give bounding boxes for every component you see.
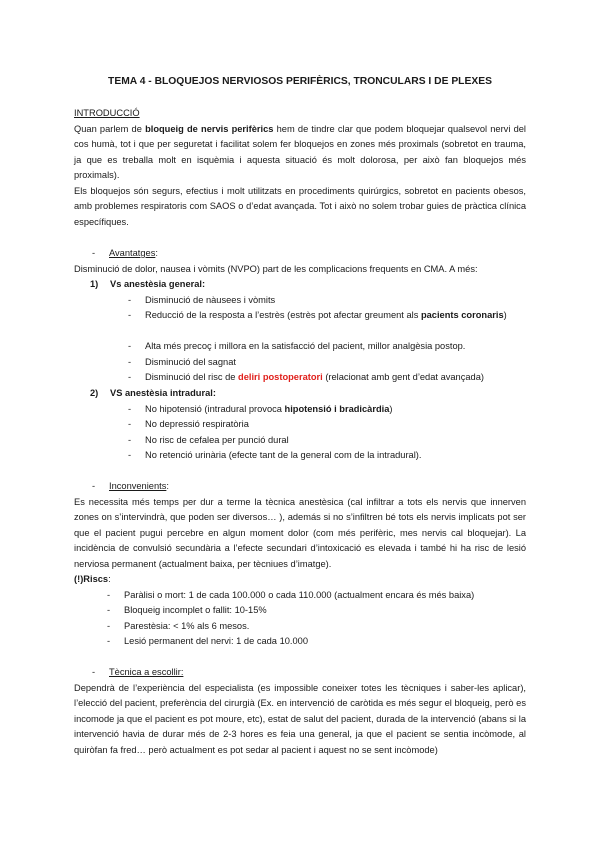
- group-1-number: 1): [90, 279, 99, 289]
- g1-item-5: [145, 370, 526, 385]
- avantatges-heading: [109, 246, 158, 261]
- g1-item-1: Disminució de nàusees i vòmits: [145, 295, 276, 305]
- g2-dash-2: -: [128, 419, 132, 429]
- intro-p1-start: Quan parlem de: [74, 124, 146, 134]
- g1-item-2-end: ): [503, 310, 507, 320]
- tecnica-heading: Tècnica a escollir:: [109, 667, 184, 677]
- g1-dash-3: -: [128, 341, 132, 351]
- group-2-number: 2): [90, 388, 99, 398]
- risks-heading: [74, 572, 111, 587]
- g1-item-5-end: (relacionat amb gent d’edat avançada): [322, 372, 484, 382]
- avantatges-dash: -: [92, 248, 96, 258]
- risk-dash-1: -: [107, 590, 111, 600]
- intro-heading: INTRODUCCIÓ: [74, 108, 140, 118]
- risk-item-2: Bloqueig incomplet o fallit: 10-15%: [124, 605, 267, 615]
- risk-dash-2: -: [107, 605, 111, 615]
- g1-dash-2: -: [128, 310, 132, 320]
- g2-item-2: No depressió respiratòria: [145, 419, 249, 429]
- g1-dash-4: -: [128, 357, 132, 367]
- g1-item-2-text: Reducció de la resposta a l’estrès (estrès pot afectar greument als: [145, 310, 421, 320]
- group-2-title: VS anestèsia intradural:: [110, 388, 216, 398]
- intro-paragraph-2: Els bloquejos són segurs, efectius i molt utilitzats en procediments quirúrgics, sobretot en pacients obesos, amb problemes respiratoris com SAOS o d’edat avançada. Tot i això no solem trobar guies de pràctica clínica específiques.: [74, 186, 526, 227]
- inconvenients-text: Es necessita més temps per dur a terme la tècnica anestèsica (cal infiltrar a tots els nervis que innerven zones on s’intervindrà, que poden ser diversos… ), además si no s’infiltren bé tots els nervis implicats pot ser que el pacient pugui percebre en algun moment dolor (com més perifèric, mes nervis cal bloquejar). La incidència de convulsió secundària a l’efecte secundari d’intoxicació es elevada i també hi ha risc de lesió nerviosa permanent (actualment baixa, per tècniues d’imatge).: [74, 497, 526, 569]
- g1-dash-1: -: [128, 295, 132, 305]
- g2-dash-1: -: [128, 404, 132, 414]
- risk-dash-4: -: [107, 636, 111, 646]
- g2-dash-4: -: [128, 450, 132, 460]
- g1-item-3: Alta més precoç i millora en la satisfacció del pacient, millor analgèsia postop.: [145, 341, 466, 351]
- g2-item-1-bold: hipotensió i bradicàrdia: [284, 404, 390, 414]
- g2-dash-3: -: [128, 435, 132, 445]
- tecnica-text: Dependrà de l’experiència del especialista (es impossible coneixer totes les tècniques i saber-les aplicar), l’elecció del pacient, preferència del cirurgià (Ex. en intervenció de caròtida es més segur el bloqueig, però es incomode ja que el pacient es pot moure, etc), estat de salut del pacient, durada de la intervenció (abans si la intervenció havia de durar més de 2-3 hores es feia una general, ja que el pacient se sentia incòmode, al quiròfan fa fred… però actualment es pot sedar al pacient i aquest no se sent incòmode): [74, 683, 526, 755]
- group-1-title: Vs anestèsia general:: [110, 279, 206, 289]
- g2-item-1-end: ): [389, 404, 393, 414]
- inconvenients-heading-text: Inconvenients: [109, 481, 167, 491]
- g1-item-4: Disminució del sagnat: [145, 357, 236, 367]
- risk-item-4: Lesió permanent del nervi: 1 de cada 10.000: [124, 636, 308, 646]
- g2-item-4: No retenció urinària (efecte tant de la general com de la intradural).: [145, 450, 422, 460]
- g1-item-5-text: Disminució del risc de: [145, 372, 239, 382]
- document-title: TEMA 4 - BLOQUEJOS NERVIOSOS PERIFÈRICS, TRONCULARS I DE PLEXES: [108, 76, 492, 87]
- g1-dash-5: -: [128, 372, 132, 382]
- intro-p1-bold: bloqueig de nervis perifèrics: [145, 124, 274, 134]
- g2-item-1-text: No hipotensió (intradural provoca: [145, 404, 285, 414]
- g1-item-2: [145, 308, 526, 323]
- inconvenients-heading-colon: :: [166, 481, 169, 491]
- risk-item-1: Paràlisi o mort: 1 de cada 100.000 o cada 110.000 (actualment encara és més baixa): [124, 590, 475, 600]
- g1-item-2-bold: pacients coronaris: [420, 310, 504, 320]
- g1-item-5-red: deliri postoperatori: [238, 372, 323, 382]
- avantatges-heading-text: Avantatges: [109, 248, 156, 258]
- g2-item-3: No risc de cefalea per punció dural: [145, 435, 289, 445]
- risk-item-3: Parestèsia: < 1% als 6 mesos.: [124, 621, 250, 631]
- tecnica-dash: -: [92, 667, 96, 677]
- g2-item-1: [145, 402, 526, 417]
- risk-dash-3: -: [107, 621, 111, 631]
- inconvenients-heading: [109, 479, 169, 494]
- avantatges-intro: Disminució de dolor, nausea i vòmits (NVPO) part de les complicacions frequents en CMA. A més:: [74, 264, 478, 274]
- intro-paragraph-1: [74, 122, 526, 184]
- intro-p1-end: hem de tindre clar que podem bloquejar qualsevol nervi del cos humà, tot i que per seguretat i facilitat solem fer bloquejos en zones més proximals (sobretot en trauma, ja que es treballa molt en isquèmia i aquesta situació és molt dolorosa, per això fan bloquejos més proximals).: [74, 124, 526, 181]
- risks-label: (!)Riscs: [74, 574, 109, 584]
- risks-colon: :: [108, 574, 111, 584]
- inconvenients-dash: -: [92, 481, 96, 491]
- avantatges-heading-colon: :: [155, 248, 158, 258]
